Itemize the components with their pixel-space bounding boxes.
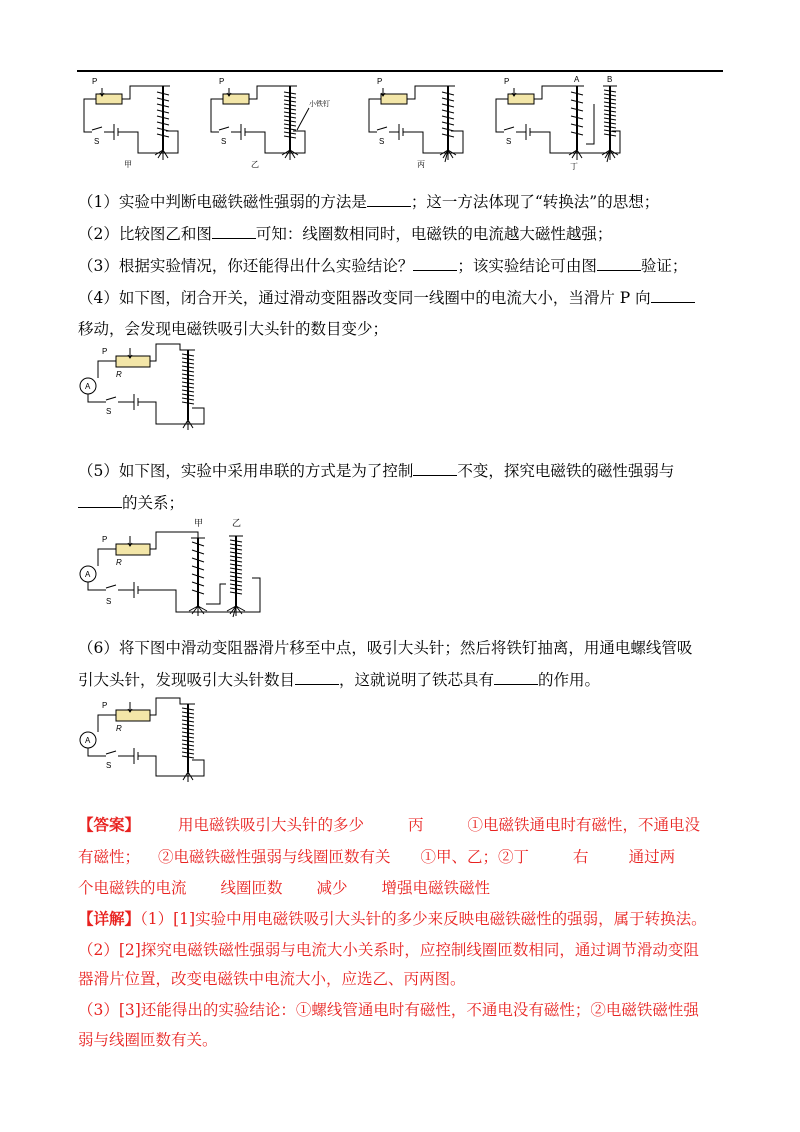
figure-ding [490,74,630,170]
answer-line-3 [78,878,490,898]
figure-caption: 丙 [417,160,425,168]
question-4-cont [78,319,388,339]
question-text: 引大头针，发现吸引大头针数目 [78,671,296,689]
ammeter-label: A [85,570,91,579]
question-text: ，这就说明了铁芯具有 [339,671,495,689]
answer-item: ①电磁铁通电时有磁性，不通电没 [467,816,701,834]
question-2 [78,224,612,244]
answer-item: 有磁性； [78,848,141,866]
answer-item: ②电磁铁磁性强弱与线圈匝数有关 [158,848,391,866]
detail-line-3 [78,969,466,989]
label-P: P [504,77,510,86]
question-text: 的作用。 [538,671,601,689]
detail-text: （1）[1]实验中用电磁铁吸引大头针的多少来反映电磁铁磁性的强弱，属于转换法。 [140,910,707,928]
question-text: 可知：线圈数相同时，电磁铁的电流越大磁性越强； [255,225,613,243]
answer-blank [295,670,339,685]
label-P: P [92,78,98,86]
question-text: 的关系； [122,494,185,512]
answer-item: 通过两 [628,848,676,866]
question-text: （3）根据实验情况，你还能得出什么实验结论？ [78,257,414,275]
answer-label: 【答案】 [78,815,141,834]
detail-label: 【详解】 [78,909,141,928]
answer-blank [413,256,457,271]
figure-q6-circuit [76,694,216,784]
label-R: R [116,558,122,567]
label-S: S [221,137,227,146]
question-text: ；这一方法体现了“转换法”的思想； [410,193,660,211]
label-S: S [379,137,385,146]
question-text: 验证； [640,257,688,275]
label-R: R [116,724,122,733]
question-4 [78,288,695,308]
label-S: S [94,137,100,146]
answer-blank [212,224,256,239]
answer-item: ①甲、乙；②丁 [420,848,530,866]
label-A: A [574,75,580,84]
answer-item: 增强电磁铁磁性 [381,879,491,897]
figure-caption: 甲 [124,160,132,168]
question-text: ；该实验结论可由图 [457,257,597,275]
label-P: P [219,78,225,86]
answer-blank [597,256,641,271]
answer-item: 减少 [316,879,348,897]
question-5-cont [78,493,184,513]
figure-jia [78,78,188,168]
label-S: S [106,597,112,606]
question-text: 不变，探究电磁铁的磁性强弱与 [457,462,675,480]
detail-text: 弱与线圈匝数有关。 [78,1031,218,1049]
question-6-cont [78,670,600,690]
detail-text: 器滑片位置，改变电磁铁中电流大小，应选乙、丙两图。 [78,970,466,988]
answer-item: 丙 [408,816,424,834]
question-1 [78,192,659,212]
question-5 [78,461,674,481]
answer-blank [651,288,695,303]
detail-line-4 [78,1000,699,1020]
figure-q4-circuit [76,340,216,432]
label-R: R [116,370,122,379]
question-6 [78,638,692,658]
detail-line-1 [78,909,707,929]
ammeter-label: A [85,736,91,745]
electromagnet-jia-label: 甲 [194,518,204,528]
figure-q5-circuit [76,514,266,618]
answer-item: 用电磁铁吸引大头针的多少 [178,816,365,834]
answer-line-2 [78,847,675,867]
label-S: S [106,761,112,770]
header-rule [77,70,723,72]
label-P: P [102,535,108,544]
detail-line-2 [78,940,699,960]
label-B: B [607,75,613,84]
label-P: P [377,78,383,86]
question-text: （4）如下图，闭合开关，通过滑动变阻器改变同一线圈中的电流大小，当滑片 P 向 [78,289,651,307]
question-text: （1）实验中判断电磁铁磁性强弱的方法是 [78,193,367,211]
figure-yi [205,78,335,168]
figure-caption: 乙 [251,160,259,168]
label-P: P [102,347,108,356]
question-3 [78,256,687,276]
electromagnet-yi-label: 乙 [232,518,242,528]
answer-item: 个电磁铁的电流 [78,879,187,897]
answer-item: 右 [573,848,589,866]
question-text: 移动，会发现电磁铁吸引大头针的数目变少； [78,320,389,338]
answer-blank [367,192,411,207]
detail-text: （3）[3]还能得出的实验结论：①螺线管通电时有磁性，不通电没有磁性；②电磁铁磁性强 [78,1001,699,1019]
nail-label: 小铁钉 [309,101,330,108]
question-text: （5）如下图，实验中采用串联的方式是为了控制 [78,462,414,480]
answer-line-1 [78,815,700,835]
detail-text: （2）[2]探究电磁铁磁性强弱与电流大小关系时，应控制线圈匝数相同，通过调节滑动变阻 [78,941,699,959]
label-S: S [506,137,512,146]
answer-blank [494,670,538,685]
figure-caption: 丁 [570,162,578,170]
label-S: S [106,407,112,416]
ammeter-label: A [85,382,91,391]
answer-item: 线圈匝数 [220,879,283,897]
question-text: （6）将下图中滑动变阻器滑片移至中点，吸引大头针；然后将铁钉抽离，用通电螺线管吸 [78,639,693,657]
answer-blank [413,461,457,476]
figure-bing [363,78,473,168]
answer-blank [78,493,122,508]
detail-line-5 [78,1030,218,1050]
label-P: P [102,701,108,710]
question-text: （2）比较图乙和图 [78,225,212,243]
